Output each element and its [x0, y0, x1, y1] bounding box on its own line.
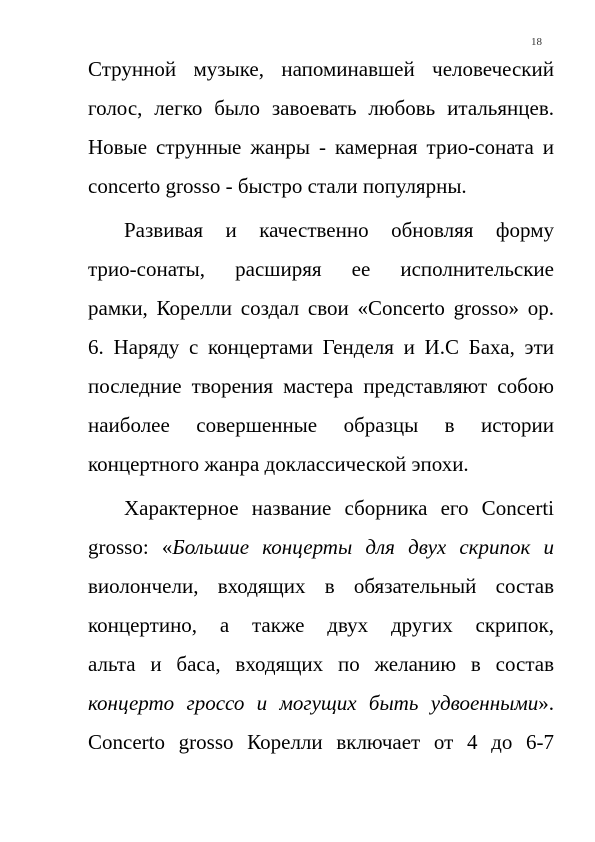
- text-line: концертного жанра доклассической эпохи.: [88, 452, 469, 476]
- text-line: трио-сонаты, расширяя ее исполнительские: [88, 257, 554, 281]
- quote-text: концерто гроссо и могущих быть удвоенными: [88, 691, 539, 715]
- text-line: последние творения мастера представляют собою: [88, 374, 554, 398]
- text-line: concerto grosso - быстро стали популярны.: [88, 174, 467, 198]
- quote-line: виолончели, входящих в обязательный состав: [88, 574, 554, 598]
- quote-line: альта и баса, входящих по желанию в состав: [88, 652, 554, 676]
- text-line: Развивая и качественно обновляя форму: [124, 218, 554, 242]
- text-line: Новые струнные жанры - камерная трио-соната и: [88, 135, 554, 159]
- text-line: наиболее совершенные образцы в истории: [88, 413, 554, 437]
- text-line-suffix: ».: [538, 691, 554, 715]
- text-line: 6. Наряду с концертами Генделя и И.С Баха, эти: [88, 335, 554, 359]
- text-line: Струнной музыке, напоминавшей человеческий: [88, 57, 554, 81]
- text-line-prefix: grosso: «: [88, 535, 173, 559]
- text-line: рамки, Корелли создал свои «Concerto grosso» ор.: [88, 296, 554, 320]
- text-line: [88, 534, 554, 560]
- quote-text: Большие концерты для двух скрипок и: [172, 535, 554, 559]
- text-line: Характерное название сборника его Concerti: [124, 496, 554, 520]
- quote-line: концертино, а также двух других скрипок,: [88, 613, 554, 637]
- page-number: 18: [531, 36, 542, 48]
- text-line: голос, легко было завоевать любовь итальянцев.: [88, 96, 554, 120]
- text-line: Concerto grosso Корелли включает от 4 до 6-7: [88, 730, 554, 754]
- text-line: [88, 690, 554, 716]
